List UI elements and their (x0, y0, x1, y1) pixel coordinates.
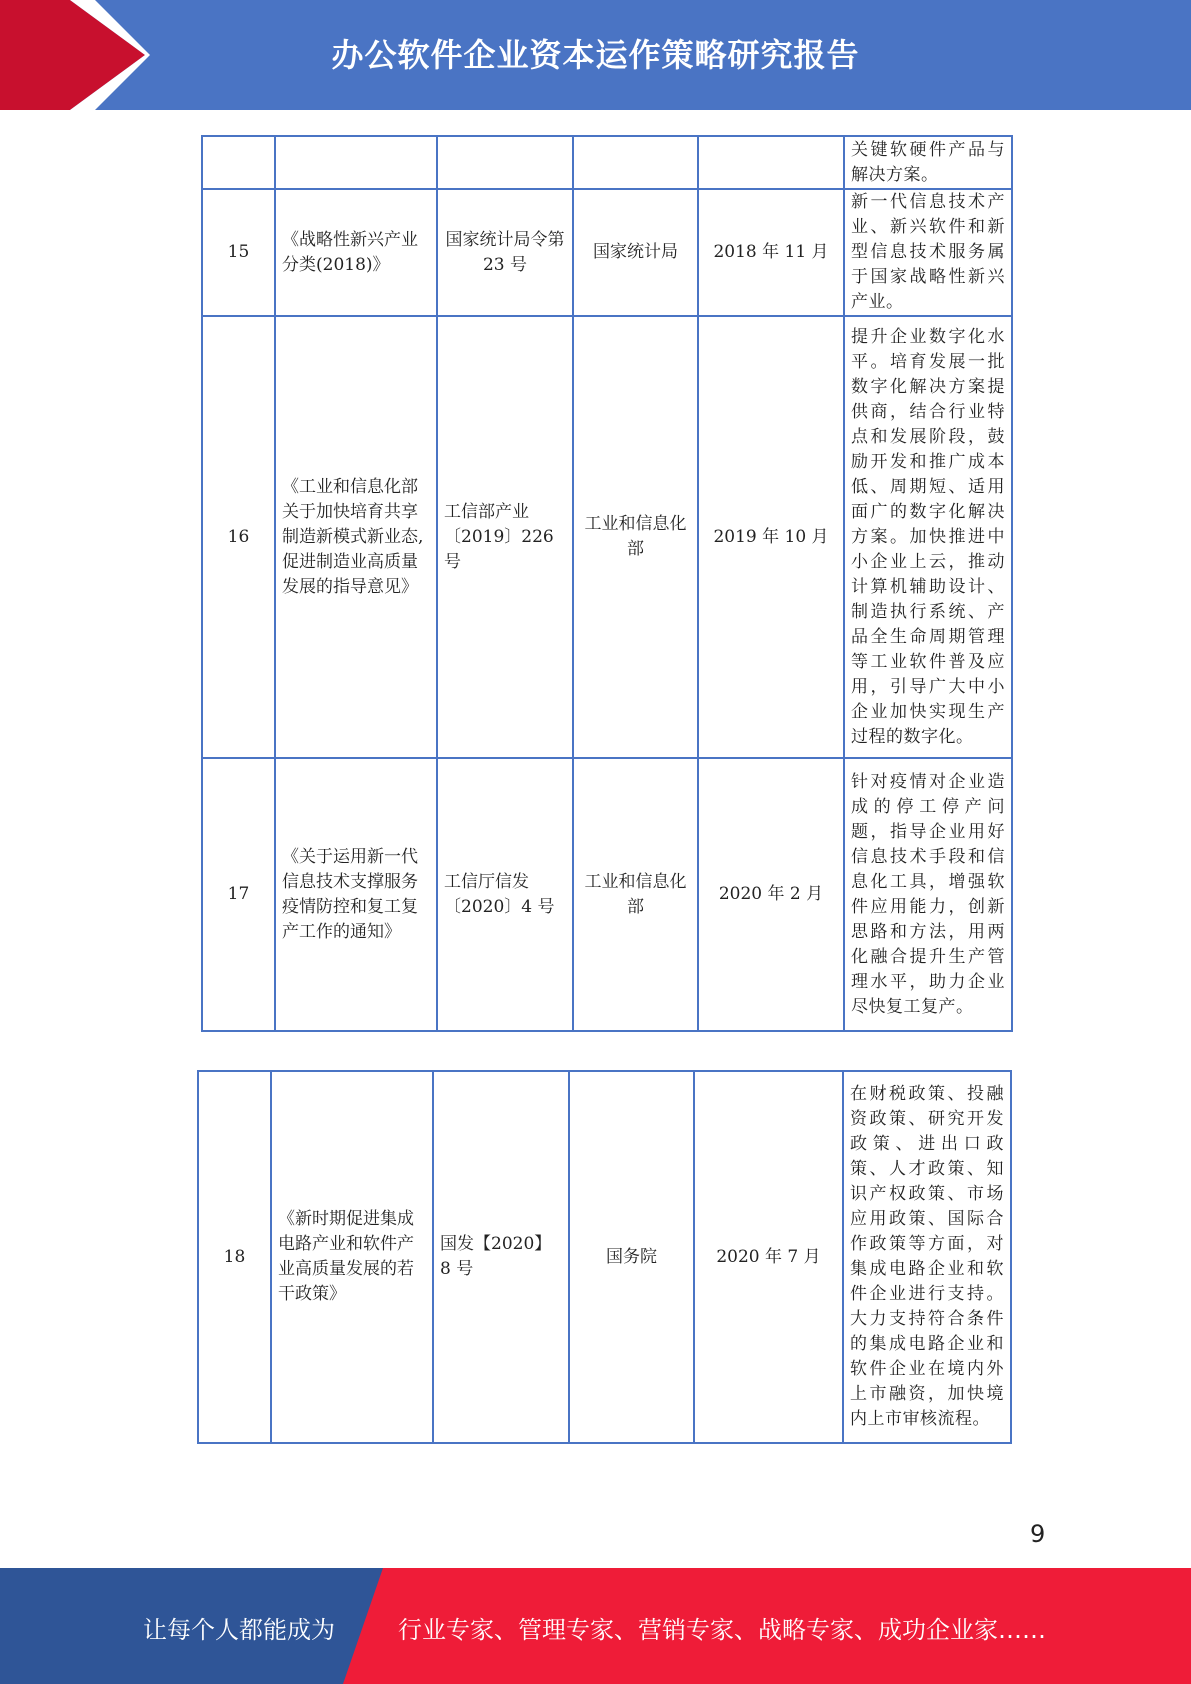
row-number: 18 (198, 1071, 271, 1443)
policy-name: 《工业和信息化部关于加快培育共享制造新模式新业态,促进制造业高质量发展的指导意见》 (275, 316, 437, 758)
table-row (202, 758, 1012, 1031)
policy-description: 针对疫情对企业造成的停工停产问题，指导企业用好信息技术手段和信息化工具，增强软件应用能力，创新思路和方法，用两化融合提升生产管理水平，助力企业尽快复工复产。 (844, 758, 1012, 1031)
report-title: 办公软件企业资本运作策略研究报告 (331, 36, 860, 74)
issue-date: 2020 年 7 月 (694, 1071, 843, 1443)
row-number: 15 (202, 189, 275, 316)
policy-table-part-2 (197, 1070, 1012, 1444)
policy-name: 《新时期促进集成电路产业和软件产业高质量发展的若干政策》 (271, 1071, 433, 1443)
document-number: 工信厅信发〔2020〕4 号 (437, 758, 573, 1031)
footer-slogan-left: 让每个人都能成为 (143, 1616, 335, 1644)
table-row (198, 1071, 1011, 1443)
policy-description: 新一代信息技术产业、新兴软件和新型信息技术服务属于国家战略性新兴产业。 (844, 189, 1012, 316)
policy-description: 提升企业数字化水平。培育发展一批数字化解决方案提供商，结合行业特点和发展阶段，鼓励开发和推广成本低、周期短、适用面广的数字化解决方案。加快推进中小企业上云，推动计算机辅助设计、制造执行系统、产品全生命周期管理等工业软件普及应用，引导广大中小企业加快实现生产过程的数字化。 (844, 316, 1012, 758)
policy-name: 《关于运用新一代信息技术支撑服务疫情防控和复工复产工作的通知》 (275, 758, 437, 1031)
policy-name: 《战略性新兴产业分类(2018)》 (275, 189, 437, 316)
document-number (437, 136, 573, 189)
table-row (202, 316, 1012, 758)
row-number: 17 (202, 758, 275, 1031)
document-number: 工信部产业〔2019〕226 号 (437, 316, 573, 758)
issue-date: 2018 年 11 月 (698, 189, 844, 316)
issue-date: 2019 年 10 月 (698, 316, 844, 758)
row-number (202, 136, 275, 189)
issuing-body: 工业和信息化部 (573, 316, 698, 758)
document-number: 国家统计局令第 23 号 (437, 189, 573, 316)
row-number: 16 (202, 316, 275, 758)
table-row (202, 136, 1012, 189)
table-row (202, 189, 1012, 316)
policy-description: 关键软硬件产品与解决方案。 (844, 136, 1012, 189)
document-number: 国发【2020】8 号 (433, 1071, 569, 1443)
issuing-body: 工业和信息化部 (573, 758, 698, 1031)
page-number: 9 (1030, 1520, 1046, 1548)
policy-table-part-1 (201, 135, 1013, 1032)
policy-description: 在财税政策、投融资政策、研究开发政策、进出口政策、人才政策、知识产权政策、市场应用政策、国际合作政策等方面，对集成电路企业和软件企业进行支持。大力支持符合条件的集成电路企业和软件企业在境内外上市融资，加快境内上市审核流程。 (843, 1071, 1011, 1443)
footer-slogan-right: 行业专家、管理专家、营销专家、战略专家、成功企业家…… (398, 1616, 1046, 1644)
page-header (0, 0, 1191, 110)
issuing-body: 国家统计局 (573, 189, 698, 316)
policy-name (275, 136, 437, 189)
issuing-body (573, 136, 698, 189)
issue-date: 2020 年 2 月 (698, 758, 844, 1031)
issuing-body: 国务院 (569, 1071, 694, 1443)
issue-date (698, 136, 844, 189)
page-footer (0, 1568, 1191, 1684)
